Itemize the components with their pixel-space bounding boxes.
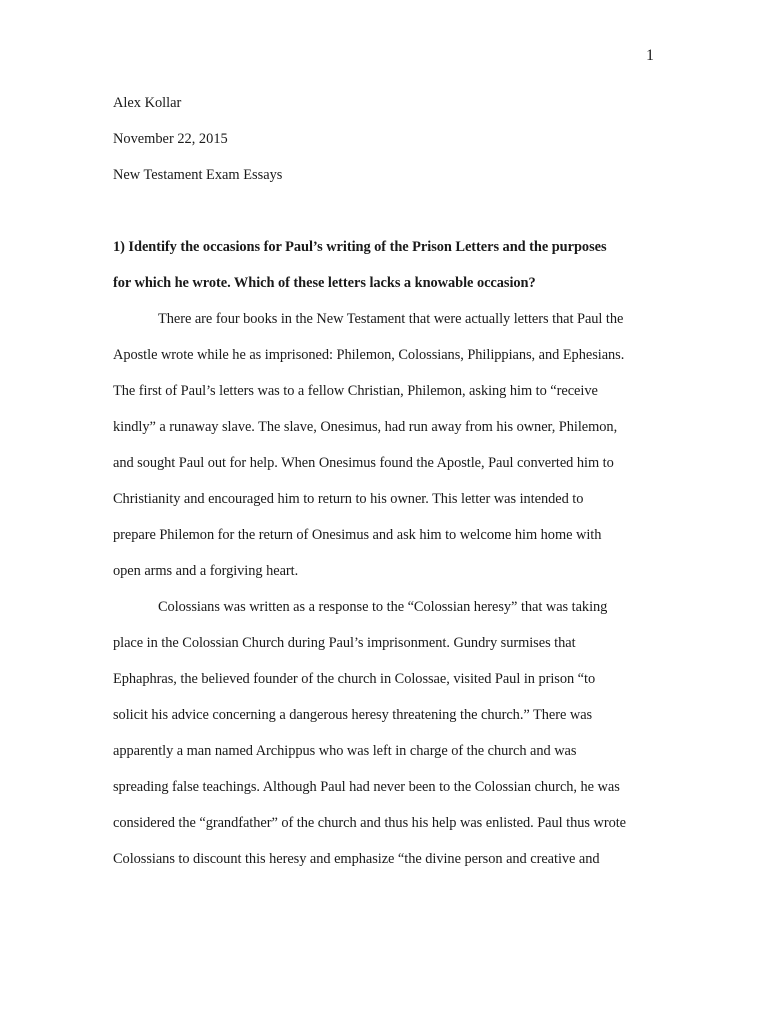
blank-line — [113, 198, 658, 234]
question-line: for which he wrote. Which of these letters lacks a knowable occasion? — [113, 275, 536, 291]
author-name: Alex Kollar — [113, 95, 182, 111]
question-line: 1) Identify the occasions for Paul’s writing of the Prison Letters and the purposes — [113, 239, 607, 255]
paragraph-line: and sought Paul out for help. When Onesimus found the Apostle, Paul converted him to — [113, 455, 614, 471]
paragraph-line: Ephaphras, the believed founder of the church in Colossae, visited Paul in prison “to — [113, 671, 596, 687]
paragraph-line: place in the Colossian Church during Paul’s imprisonment. Gundry surmises that — [113, 635, 576, 651]
paragraph-line: spreading false teachings. Although Paul had never been to the Colossian church, he was — [113, 779, 620, 795]
paragraph-colossians — [113, 594, 658, 882]
paragraph-line: considered the “grandfather” of the church and thus his help was enlisted. Paul thus wrote — [113, 815, 627, 831]
paragraph-line: open arms and a forgiving heart. — [113, 563, 299, 579]
paragraph-line: Christianity and encouraged him to return to his owner. This letter was intended to — [113, 491, 584, 507]
paragraph-philemon — [113, 306, 658, 594]
paragraph-line: Colossians was written as a response to the “Colossian heresy” that was taking — [158, 599, 608, 615]
page-number: 1 — [646, 47, 654, 64]
paragraph-line: The first of Paul’s letters was to a fellow Christian, Philemon, asking him to “receive — [113, 383, 598, 399]
question-heading — [113, 234, 658, 306]
paragraph-line: kindly” a runaway slave. The slave, Onesimus, had run away from his owner, Philemon, — [113, 419, 618, 435]
paragraph-line: prepare Philemon for the return of Onesimus and ask him to welcome him home with — [113, 527, 602, 543]
document-title: New Testament Exam Essays — [113, 167, 283, 183]
paragraph-line: There are four books in the New Testament that were actually letters that Paul the — [158, 311, 624, 327]
paragraph-line: Colossians to discount this heresy and emphasize “the divine person and creative and — [113, 851, 600, 867]
paragraph-line: Apostle wrote while he as imprisoned: Philemon, Colossians, Philippians, and Ephesians. — [113, 347, 625, 363]
paragraph-line: solicit his advice concerning a dangerous heresy threatening the church.” There was — [113, 707, 593, 723]
document-body — [113, 90, 658, 882]
document-date: November 22, 2015 — [113, 131, 228, 147]
paragraph-line: apparently a man named Archippus who was left in charge of the church and was — [113, 743, 577, 759]
